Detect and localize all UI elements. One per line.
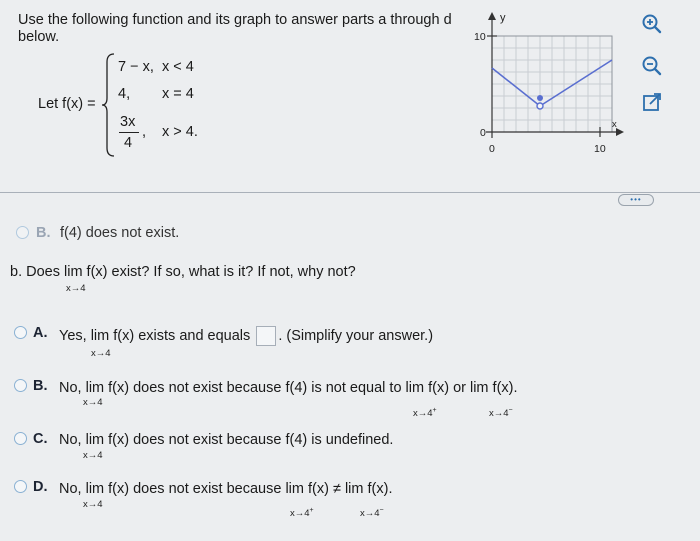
option-d-limit-sub-2 <box>290 507 314 519</box>
option-b-sub-2-sup: + <box>432 407 437 414</box>
open-external-icon[interactable] <box>640 90 664 114</box>
more-button[interactable] <box>618 194 654 206</box>
option-d-limit-sub-1: x→4 <box>83 499 103 510</box>
option-b-limit-sub-3 <box>489 407 513 419</box>
y-tick-label-10: 10 <box>474 31 486 43</box>
option-c-radio[interactable] <box>14 432 27 445</box>
option-c-letter: C. <box>33 431 48 447</box>
graph-grid <box>492 36 612 132</box>
option-b-radio[interactable] <box>14 379 27 392</box>
option-a-text-after: . (Simplify your answer.) <box>278 327 434 344</box>
previous-option-radio[interactable] <box>16 226 29 239</box>
option-b-limit-sub-2 <box>413 407 437 419</box>
option-d-sub-2-sup: + <box>309 507 314 514</box>
x-axis-arrow <box>616 128 624 136</box>
case2-expression: 4, <box>118 86 131 102</box>
instruction-line-2: below. <box>18 29 60 45</box>
option-d-sub-3-text: x→4 <box>360 508 380 520</box>
option-d-text: No, lim f(x) does not exist because lim f(x) ≠ lim f(x). <box>59 481 393 497</box>
option-c-limit-sub: x→4 <box>83 450 103 461</box>
answer-input-box[interactable] <box>256 326 276 346</box>
more-dots: ••• <box>630 195 642 204</box>
section-divider <box>0 192 700 193</box>
option-b-sub-3-sup: − <box>508 407 513 414</box>
option-a-limit-sub: x→4 <box>91 348 111 359</box>
function-graph <box>470 10 630 162</box>
x-axis-label: x <box>612 119 617 130</box>
case3-condition: x > 4. <box>162 124 198 140</box>
y-axis-arrow <box>488 12 496 20</box>
option-a-letter: A. <box>33 325 48 341</box>
option-d-letter: D. <box>33 479 48 495</box>
case2-condition: x = 4 <box>162 86 194 102</box>
zoom-out-icon[interactable] <box>640 54 664 78</box>
question-b-limit-sub: x→4 <box>66 283 86 294</box>
piecewise-brace <box>100 52 116 158</box>
option-a-radio[interactable] <box>14 326 27 339</box>
y-axis-label: y <box>500 12 506 24</box>
x-origin-label: 0 <box>489 143 495 155</box>
graph-open-point <box>537 103 543 109</box>
option-b-sub-3-text: x→4 <box>489 408 509 420</box>
case3-denominator: 4 <box>124 135 133 151</box>
instruction-line-1: Use the following function and its graph to answer parts a through d <box>18 12 452 28</box>
case1-expression: 7 − x, <box>118 59 154 75</box>
option-b-sub-2-text: x→4 <box>413 408 433 420</box>
option-d-sub-2-text: x→4 <box>290 508 310 520</box>
previous-option-letter: B. <box>36 225 51 241</box>
fraction-bar <box>119 132 139 133</box>
case3-numerator: 3x <box>120 114 136 130</box>
option-d-limit-sub-3 <box>360 507 384 519</box>
let-f-label: Let f(x) = <box>38 96 96 112</box>
option-c-text: No, lim f(x) does not exist because f(4) is undefined. <box>59 432 394 448</box>
option-b-text: No, lim f(x) does not exist because f(4) is not equal to lim f(x) or lim f(x). <box>59 380 518 396</box>
x-tick-label-10: 10 <box>594 143 606 155</box>
question-b-text: b. Does lim f(x) exist? If so, what is it? If not, why not? <box>10 264 356 280</box>
option-a-content <box>59 326 433 346</box>
graph-svg <box>470 10 630 162</box>
option-d-radio[interactable] <box>14 480 27 493</box>
option-d-sub-3-sup: − <box>379 507 384 514</box>
option-b-letter: B. <box>33 378 48 394</box>
zoom-in-icon[interactable] <box>640 12 664 36</box>
option-a-text-before: Yes, lim f(x) exists and equals <box>59 327 251 344</box>
case3-comma: , <box>142 124 147 140</box>
y-origin-label: 0 <box>480 127 486 139</box>
previous-option-text: f(4) does not exist. <box>60 225 180 241</box>
option-b-limit-sub-1: x→4 <box>83 397 103 408</box>
graph-closed-point <box>537 95 543 101</box>
case1-condition: x < 4 <box>162 59 194 75</box>
